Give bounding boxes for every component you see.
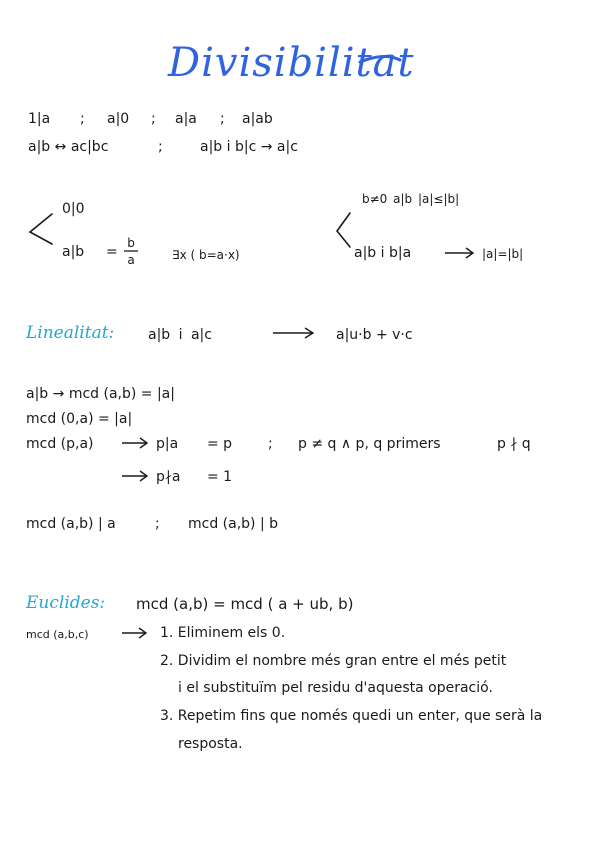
left-branch-exists: ∃x ( b=a·x) [172, 248, 240, 262]
right-branch-bottom-left: a|b i b|a [354, 245, 412, 261]
basic-1-b: a|0 [107, 111, 130, 127]
left-branch-icon [30, 214, 52, 244]
mcd-line-3-left: mcd (p,a) [26, 436, 94, 452]
mcd-line-5-left: mcd (a,b) | a [26, 516, 116, 532]
page-title: Divisibilitat [168, 40, 415, 86]
euclides-step-1: 1. Eliminem els 0. [160, 625, 286, 641]
left-branch-top: 0|0 [62, 201, 85, 217]
right-branch-top: b≠0 a|b |a|≤|b| [362, 192, 460, 206]
euclides-label: mcd (a,b,c) [26, 628, 89, 641]
mcd-line-5-sep: ; [155, 516, 160, 532]
mcd-line-3-eq: = p [207, 436, 233, 452]
basic-1-d: a|ab [242, 111, 273, 127]
arrow-right-branch-icon [445, 248, 473, 258]
left-branch-bottom: a|b [62, 244, 85, 260]
basic-2-b: a|b i b|c → a|c [200, 139, 298, 155]
mcd-line-4-mid: p∤a [156, 469, 181, 485]
linealitat-left: a|b i a|c [148, 327, 212, 343]
mcd-line-3-cond: p ≠ q ∧ p, q primers [298, 436, 441, 452]
linealitat-heading: Linealitat: [26, 323, 115, 343]
euclides-step-2b: i el substituïm pel residu d'aquesta operació. [178, 680, 493, 696]
euclides-step-3b: resposta. [178, 736, 243, 752]
arrow-linealitat-icon [273, 328, 313, 338]
right-branch-bottom-right: |a|=|b| [482, 247, 524, 261]
euclides-heading: Euclides: [26, 593, 106, 613]
arrow-euclides-icon [122, 628, 146, 638]
arrow-mcd-1-icon [122, 438, 147, 448]
basic-1-c: a|a [175, 111, 197, 127]
mcd-line-5-right: mcd (a,b) | b [188, 516, 279, 532]
fraction-numerator: b [127, 236, 135, 250]
mcd-line-3-right: p ∤ q [497, 436, 531, 452]
basic-1-sep3: ; [220, 111, 225, 127]
arrow-mcd-2-icon [122, 471, 147, 481]
basic-1-a: 1|a [28, 111, 51, 127]
left-branch-eq: = [106, 244, 118, 260]
right-branch-icon [337, 213, 350, 247]
euclides-formula: mcd (a,b) = mcd ( a + ub, b) [136, 595, 354, 613]
euclides-step-3a: 3. Repetim fins que només quedi un enter, que serà la [160, 708, 543, 724]
basic-1-sep1: ; [80, 111, 85, 127]
basic-2-a: a|b ↔ ac|bc [28, 139, 109, 155]
mcd-line-2: mcd (0,a) = |a| [26, 411, 133, 427]
fraction-denominator: a [127, 253, 135, 267]
basic-1-sep2: ; [151, 111, 156, 127]
mcd-line-3-sep: ; [268, 436, 273, 452]
mcd-line-1: a|b → mcd (a,b) = |a| [26, 386, 175, 402]
euclides-step-2a: 2. Dividim el nombre més gran entre el més petit [160, 653, 507, 669]
mcd-line-3-mid: p|a [156, 436, 179, 452]
mcd-line-4-eq: = 1 [207, 469, 233, 485]
linealitat-right: a|u·b + v·c [336, 327, 413, 343]
basic-2-sep: ; [158, 139, 163, 155]
